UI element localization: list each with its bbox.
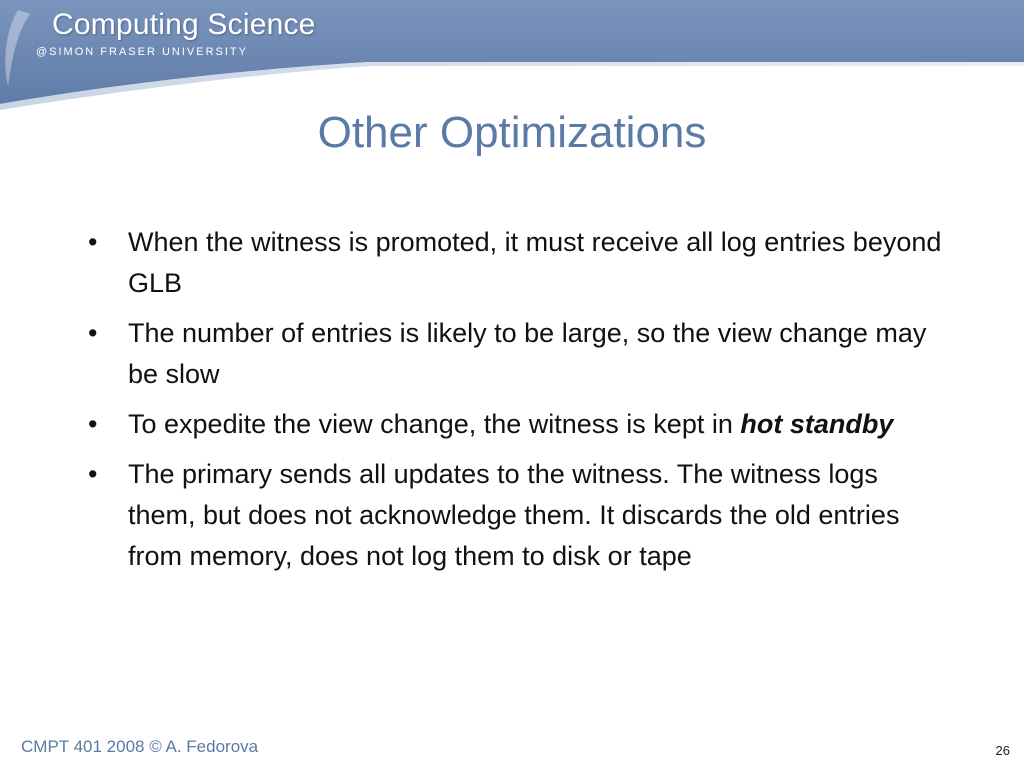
bullet-emphasis: hot standby [740,409,894,439]
brand-subtitle: @SIMON FRASER UNIVERSITY [36,46,248,58]
page-number: 26 [995,743,1010,758]
bullet-text: The primary sends all updates to the witness. The witness logs them, but does not acknowledge them. It discards the old entries from memory, does not log them to disk or tape [128,459,900,571]
bullet-text: To expedite the view change, the witness is kept in [128,409,741,439]
brand-title: Computing Science [52,8,316,41]
bullet-icon: • [88,227,98,257]
bullet-icon: • [88,409,98,439]
bullet-text: The number of entries is likely to be large, so the view change may be slow [128,318,927,389]
bullet-text: When the witness is promoted, it must receive all log entries beyond GLB [128,227,942,298]
bullet-icon: • [88,318,98,348]
bullet-item-hot-standby [88,404,948,445]
bullet-icon: • [88,459,98,489]
bullet-item-promotion [88,222,948,304]
bullet-item-slow-change [88,313,948,395]
footer-course: CMPT 401 2008 © A. Fedorova [21,737,259,756]
slide-title: Other Optimizations [317,108,707,157]
bullet-item-primary-updates [88,454,948,577]
bullet-list [88,222,948,586]
